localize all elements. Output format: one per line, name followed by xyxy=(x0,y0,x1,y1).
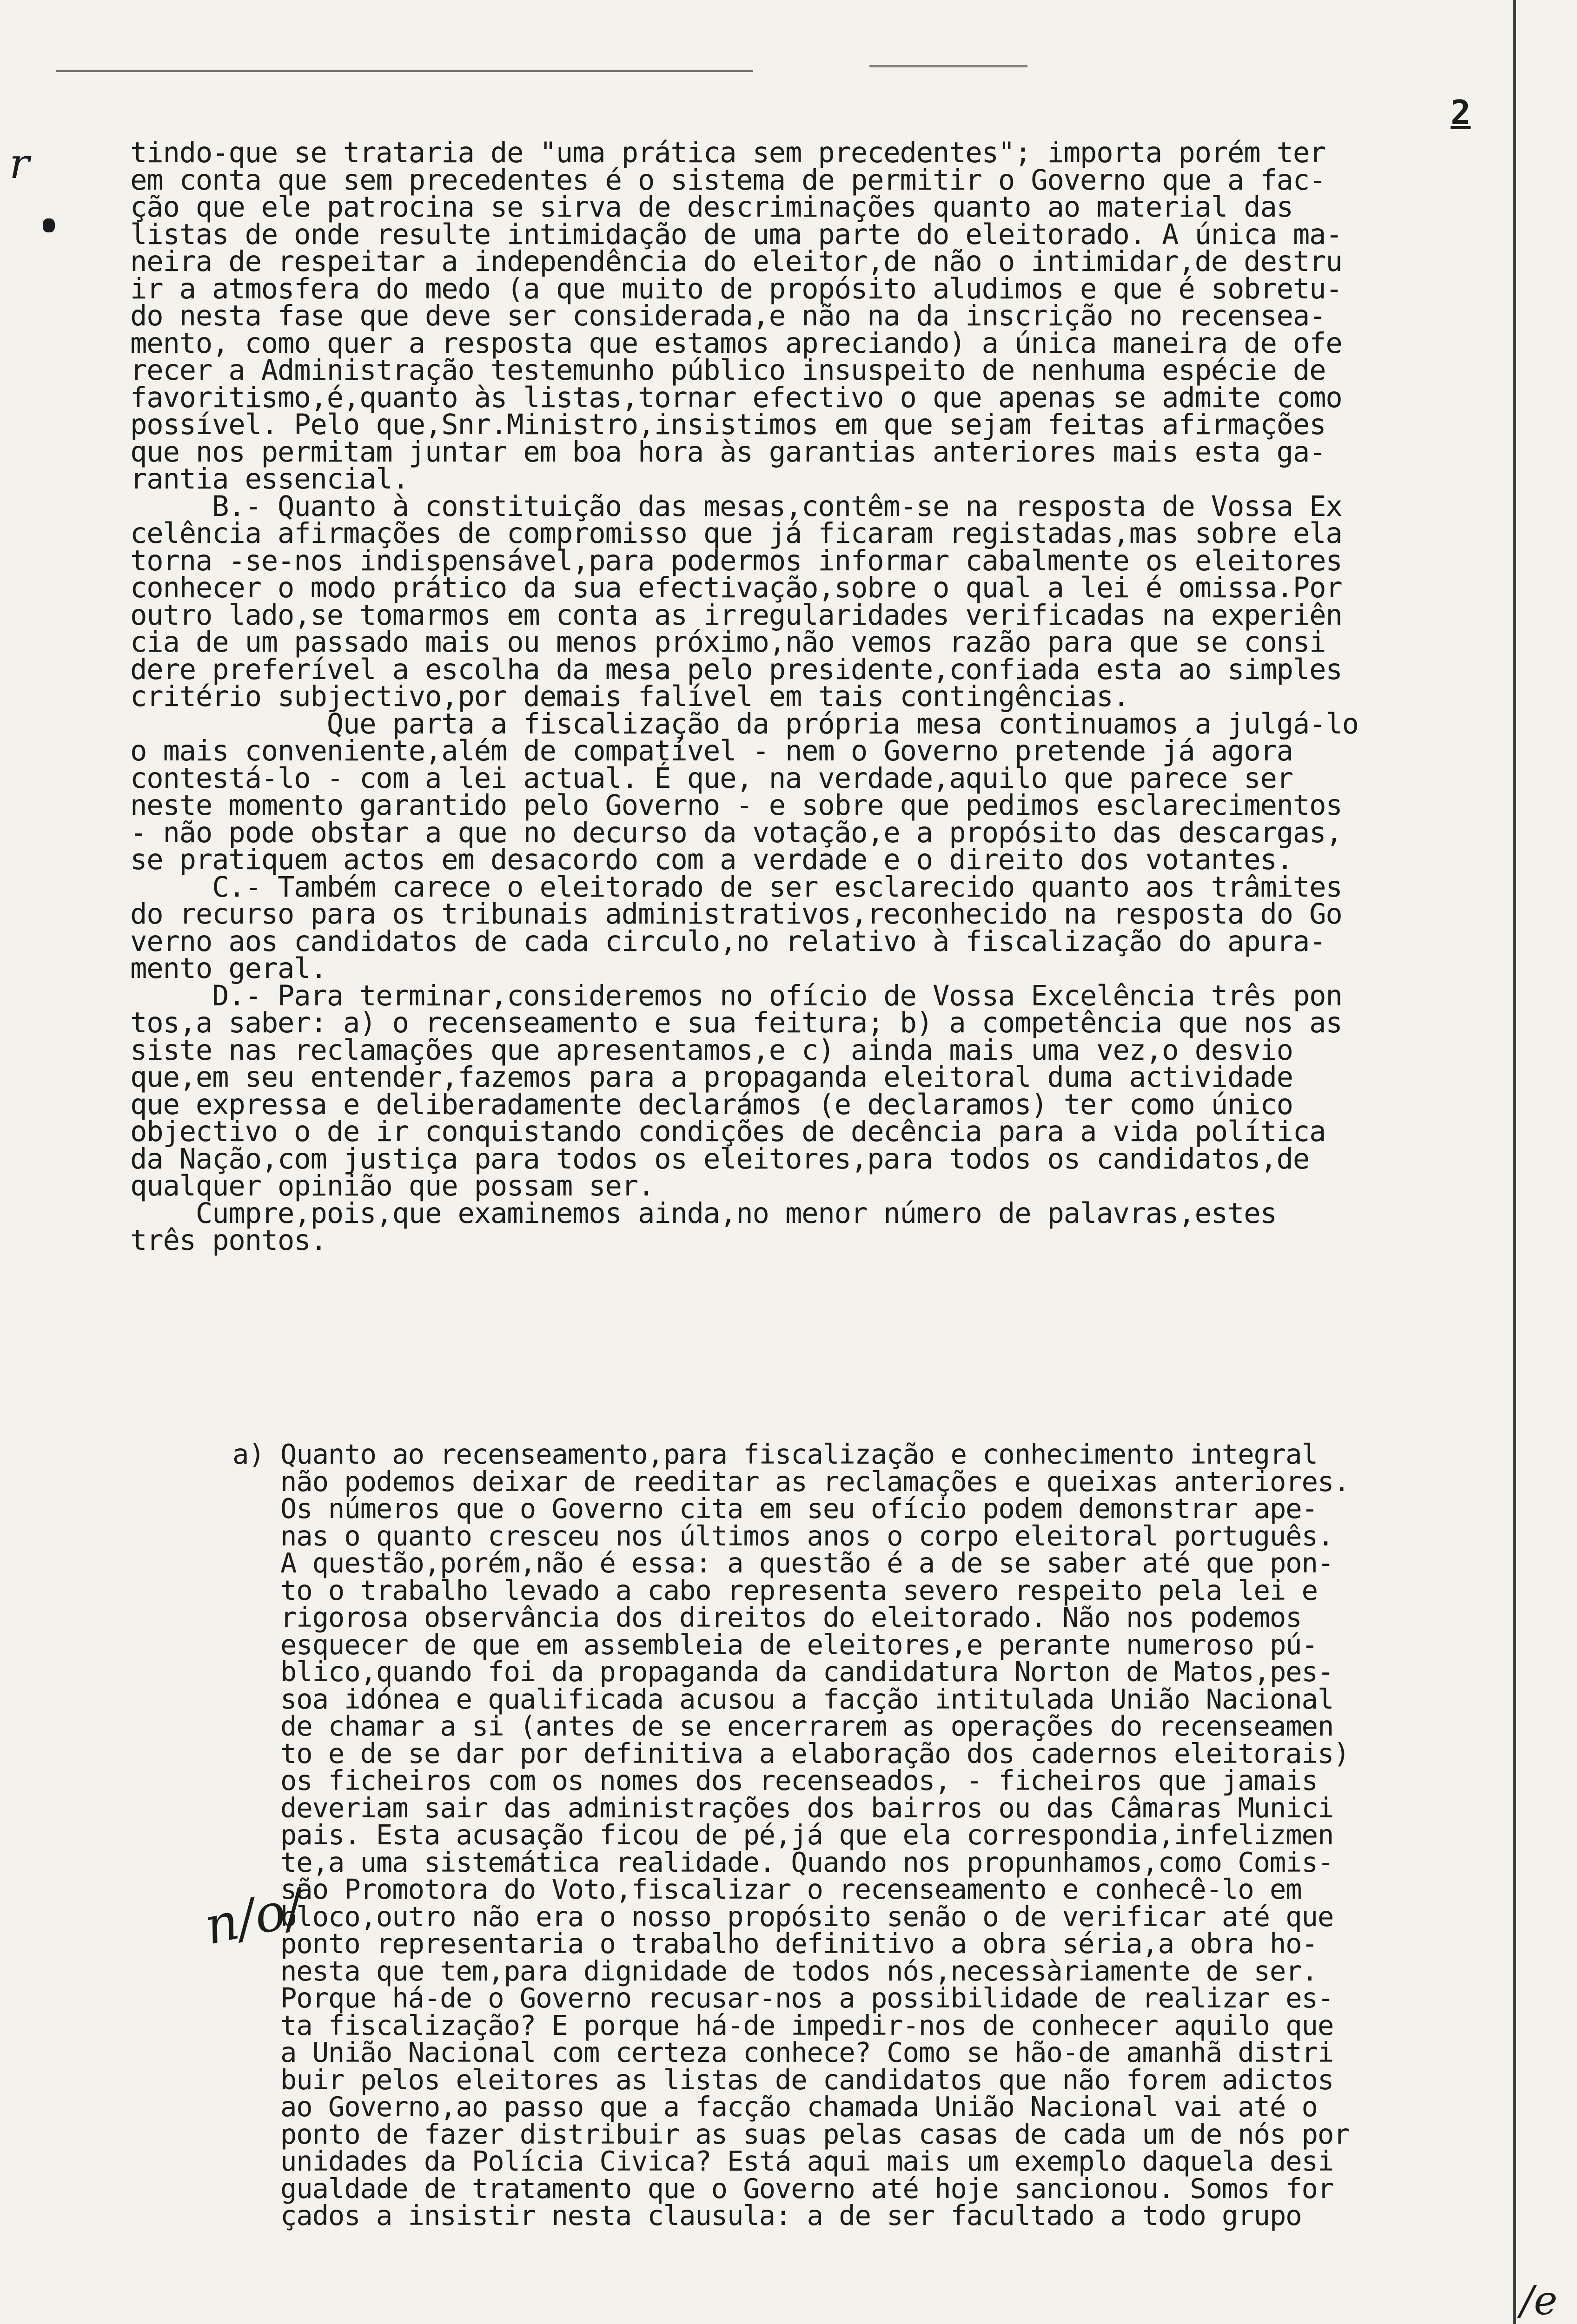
top-rule-2 xyxy=(869,65,1027,67)
item-a-line: nesta que tem,para dignidade de todos nós,necessàriamente de ser. xyxy=(232,1954,1318,1987)
item-a-line: blico,quando foi da propaganda da candidatura Norton de Matos,pes- xyxy=(232,1656,1334,1688)
body-line: que expressa e deliberadamente declarámos (e declaramos) ter como único xyxy=(130,1088,1293,1121)
margin-mark: r xyxy=(9,139,30,188)
item-a-line: a) Quanto ao recenseamento,para fiscalização e conhecimento integral xyxy=(232,1438,1318,1470)
body-line: ir a atmosfera do medo (a que muito de propósito aludimos e que é sobretu- xyxy=(130,272,1342,305)
body-line: conhecer o modo prático da sua efectivação,sobre o qual a lei é omissa.Por xyxy=(130,572,1342,604)
body-line: B.- Quanto à constituição das mesas,contêm-se na resposta de Vossa Ex xyxy=(130,490,1342,523)
item-a-line: to o trabalho levado a cabo representa severo respeito pela lei e xyxy=(232,1574,1318,1606)
body-line: do recurso para os tribunais administrativos,reconhecido na resposta do Go xyxy=(130,898,1342,931)
margin-note-left: n/o/ xyxy=(199,1877,308,1956)
body-line: contestá-lo - com a lei actual. É que, na verdade,aquilo que parece ser xyxy=(130,762,1293,795)
body-line: qualquer opinião que possam ser. xyxy=(130,1170,655,1202)
item-a-line: esquecer de que em assembleia de eleitores,e perante numeroso pú- xyxy=(232,1628,1318,1661)
body-line: tos,a saber: a) o recenseamento e sua feitura; b) a competência que nos as xyxy=(130,1007,1342,1039)
body-line: listas de onde resulte intimidação de uma parte do eleitorado. A única ma- xyxy=(130,218,1342,251)
body-line: torna -se-nos indispensável,para podermos informar cabalmente os eleitores xyxy=(130,544,1342,577)
body-line: ção que ele patrocina se sirva de descriminações quanto ao material das xyxy=(130,191,1293,224)
body-line: três pontos. xyxy=(130,1224,327,1257)
item-a-line: pais. Esta acusação ficou de pé,já que ela correspondia,infelizmen xyxy=(232,1819,1334,1851)
right-margin-line xyxy=(1513,0,1516,2324)
body-text xyxy=(130,137,1502,1257)
item-a-line: te,a uma sistemática realidade. Quando nos propunhamos,como Comis- xyxy=(232,1846,1334,1878)
item-a-line: to e de se dar por definitiva a elaboração dos cadernos eleitorais) xyxy=(232,1737,1350,1769)
top-rule xyxy=(56,70,753,72)
item-a-line: Os números que o Governo cita em seu ofício podem demonstrar ape- xyxy=(232,1492,1318,1525)
item-a-text xyxy=(232,1438,1488,2232)
item-a-line: deveriam sair das administrações dos bairros ou das Câmaras Munici xyxy=(232,1791,1334,1824)
body-line: possível. Pelo que,Snr.Ministro,insistimos em que sejam feitas afirmações xyxy=(130,409,1326,441)
body-line: C.- Também carece o eleitorado de ser esclarecido quanto aos trâmites xyxy=(130,871,1342,904)
hole-punch-mark xyxy=(43,218,55,232)
body-line: rantia essencial. xyxy=(130,463,409,495)
body-line: Cumpre,pois,que examinemos ainda,no menor número de palavras,estes xyxy=(130,1197,1277,1230)
body-line: o mais conveniente,além de compatível - nem o Governo pretende já agora xyxy=(130,735,1293,767)
body-line: que,em seu entender,fazemos para a propaganda eleitoral duma actividade xyxy=(130,1061,1293,1094)
body-line: verno aos candidatos de cada circulo,no relativo à fiscalização do apura- xyxy=(130,925,1326,958)
body-line: dere preferível a escolha da mesa pelo presidente,confiada esta ao simples xyxy=(130,653,1342,686)
body-line: - não pode obstar a que no decurso da votação,e a propósito das descargas, xyxy=(130,816,1342,849)
margin-note-right: /e xyxy=(1520,2278,1557,2324)
item-a-line: ao Governo,ao passo que a facção chamada União Nacional vai até o xyxy=(232,2091,1318,2123)
item-a-line: unidades da Polícia Civica? Está aqui mais um exemplo daquela desi xyxy=(232,2145,1334,2177)
body-line: neira de respeitar a independência do eleitor,de não o intimidar,de destru xyxy=(130,245,1342,278)
item-a-line: de chamar a si (antes de se encerrarem as operações do recenseamen xyxy=(232,1710,1334,1742)
body-line: mento geral. xyxy=(130,952,327,985)
body-line: critério subjectivo,por demais falível em tais contingências. xyxy=(130,680,1129,713)
body-line: tindo-que se trataria de "uma prática sem precedentes"; importa porém ter xyxy=(130,137,1326,169)
body-line: da Nação,com justiça para todos os eleitores,para todos os candidatos,de xyxy=(130,1142,1310,1175)
body-line: se pratiquem actos em desacordo com a verdade e o direito dos votantes. xyxy=(130,844,1293,876)
item-a-line: os ficheiros com os nomes dos recenseados, - ficheiros que jamais xyxy=(232,1764,1318,1796)
item-a-line: rigorosa observância dos direitos do eleitorado. Não nos podemos xyxy=(232,1601,1302,1633)
item-a-line: não podemos deixar de reeditar as reclamações e queixas anteriores. xyxy=(232,1465,1350,1498)
body-line: favoritismo,é,quanto às listas,tornar efectivo o que apenas se admite como xyxy=(130,381,1342,414)
item-a-line: gualdade de tratamento que o Governo até hoje sancionou. Somos for xyxy=(232,2172,1334,2205)
item-a-line: nas o quanto cresceu nos últimos anos o corpo eleitoral português. xyxy=(232,1519,1334,1552)
body-line: celência afirmações de compromisso que já ficaram registadas,mas sobre ela xyxy=(130,517,1342,550)
body-line: mento, como quer a resposta que estamos apreciando) a única maneira de ofe xyxy=(130,327,1342,360)
body-line: em conta que sem precedentes é o sistema de permitir o Governo que a fac- xyxy=(130,164,1326,197)
item-a-line: Porque há-de o Governo recusar-nos a possibilidade de realizar es- xyxy=(232,1982,1334,2014)
body-line: Que parta a fiscalização da própria mesa continuamos a julgá-lo xyxy=(130,707,1358,740)
item-a-line: bloco,outro não era o nosso propósito senão o de verificar até que xyxy=(232,1900,1334,1933)
item-a-line: soa idónea e qualificada acusou a facção intitulada União Nacional xyxy=(232,1683,1334,1715)
item-a-line: são Promotora do Voto,fiscalizar o recenseamento e conhecê-lo em xyxy=(232,1873,1302,1905)
body-line: neste momento garantido pelo Governo - e sobre que pedimos esclarecimentos xyxy=(130,789,1342,822)
body-line: D.- Para terminar,consideremos no ofício de Vossa Excelência três pon xyxy=(130,979,1342,1012)
body-line: objectivo o de ir conquistando condições de decência para a vida política xyxy=(130,1116,1326,1148)
item-a-line: ta fiscalização? E porque há-de impedir-nos de conhecer aquilo que xyxy=(232,2009,1334,2041)
body-line: outro lado,se tomarmos em conta as irregularidades verificadas na experiên xyxy=(130,599,1342,632)
body-line: recer a Administração testemunho público insuspeito de nenhuma espécie de xyxy=(130,354,1326,387)
body-line: que nos permitam juntar em boa hora às garantias anteriores mais esta ga- xyxy=(130,436,1326,469)
item-a-line: çados a insistir nesta clausula: a de ser facultado a todo grupo xyxy=(232,2199,1302,2232)
body-line: do nesta fase que deve ser considerada,e não na da inscrição no recensea- xyxy=(130,300,1326,332)
item-a-line: A questão,porém,não é essa: a questão é a de se saber até que pon- xyxy=(232,1547,1334,1579)
item-a-line: buir pelos eleitores as listas de candidatos que não forem adictos xyxy=(232,2063,1334,2096)
item-a-line: ponto representaria o trabalho definitivo a obra séria,a obra ho- xyxy=(232,1928,1318,1960)
item-a-line: a União Nacional com certeza conhece? Como se hão-de amanhã distri xyxy=(232,2036,1334,2068)
page-number: 2 xyxy=(1451,93,1471,132)
body-line: siste nas reclamações que apresentamos,e c) ainda mais uma vez,o desvio xyxy=(130,1034,1293,1067)
item-a-line: ponto de fazer distribuir as suas pelas casas de cada um de nós por xyxy=(232,2118,1350,2150)
body-line: cia de um passado mais ou menos próximo,não vemos razão para que se consi xyxy=(130,626,1326,659)
